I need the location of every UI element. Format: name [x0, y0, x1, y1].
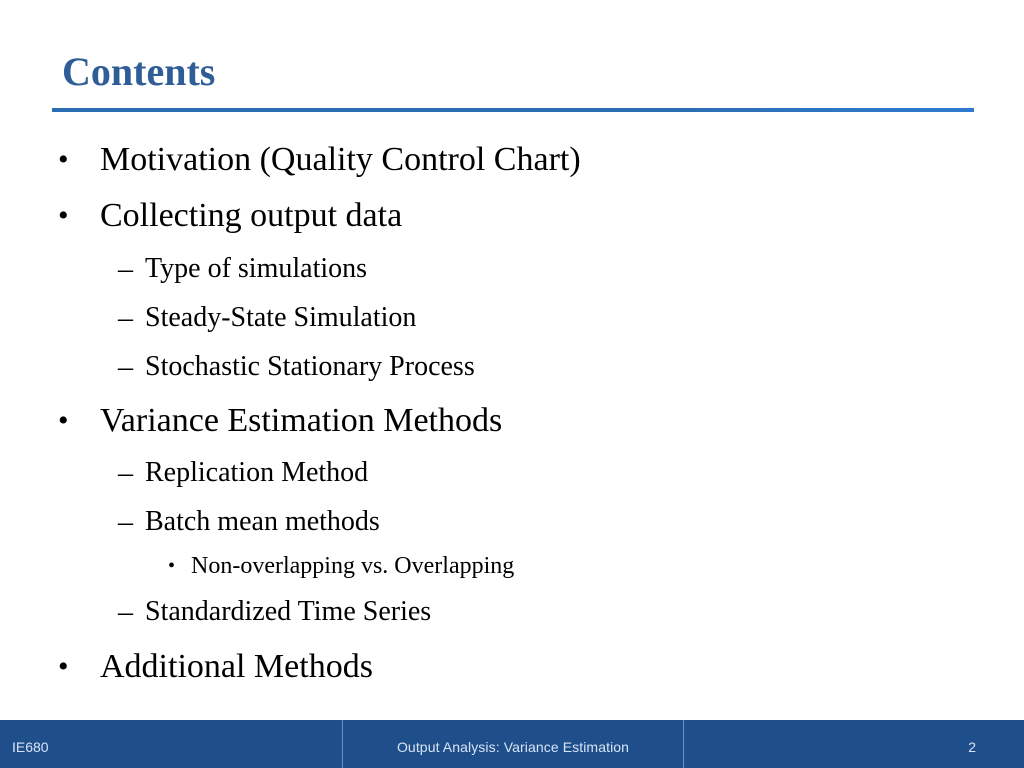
subbullet-text: Steady-State Simulation: [145, 302, 417, 333]
dash-icon: –: [118, 301, 133, 334]
bullet-text: Variance Estimation Methods: [100, 402, 503, 439]
subbullet-text: Stochastic Stationary Process: [145, 351, 475, 382]
slide-title: Contents: [62, 49, 216, 94]
bullet-text: Motivation (Quality Control Chart): [100, 141, 581, 178]
slide-footer: [0, 720, 1024, 768]
subsubbullet-text: Non-overlapping vs. Overlapping: [191, 553, 515, 579]
subbullet-text: Type of simulations: [145, 253, 368, 284]
bullet-dot-icon: •: [58, 650, 69, 683]
dash-icon: –: [118, 252, 133, 285]
subbullet-text: Standardized Time Series: [145, 596, 432, 627]
footer-course-code: IE680: [12, 739, 49, 755]
small-bullet-dot-icon: •: [168, 555, 176, 577]
subbullet-text: Replication Method: [145, 457, 369, 488]
dash-icon: –: [118, 350, 133, 383]
bullet-text: Additional Methods: [100, 648, 373, 685]
dash-icon: –: [118, 505, 133, 538]
bullet-dot-icon: •: [58, 143, 69, 176]
bullet-text: Collecting output data: [100, 197, 403, 234]
footer-presentation-title: Output Analysis: Variance Estimation: [342, 720, 684, 768]
subbullet-text: Batch mean methods: [145, 506, 380, 537]
dash-icon: –: [118, 595, 133, 628]
bullet-dot-icon: •: [58, 404, 69, 437]
bullet-dot-icon: •: [58, 199, 69, 232]
dash-icon: –: [118, 456, 133, 489]
footer-page-number: 2: [968, 739, 976, 755]
